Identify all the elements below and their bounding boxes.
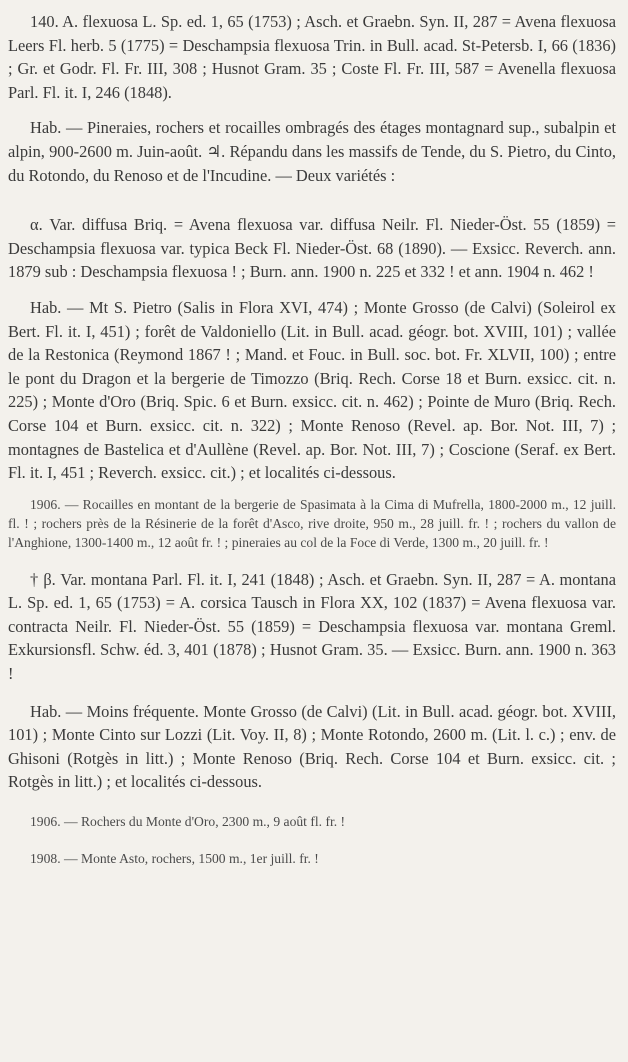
variety-beta-entry: † β. Var. montana Parl. Fl. it. I, 241 (1848) ; Asch. et Graebn. Syn. II, 287 = A. montana L. Sp. ed. 1, 65 (1753) = A. corsica Tausch in Flora XX, 102 (1837) = Avena flexuosa var. contracta Neilr. Fl. Nieder-Öst. 55 (1859) = Deschampsia flexuosa var. montana Greml. Exkursionsfl. Schw. éd. 3, 401 (1878) ; Husnot Gram. 35. — Exsicc. Burn. ann. 1900 n. 363 ! [8,569,616,684]
variety-alpha-habitat: Hab. — Mt S. Pietro (Salis in Flora XVI, 474) ; Monte Grosso (de Calvi) (Soleirol ex Bert. Fl. it. I, 451) ; forêt de Valdoniello (Lit. in Bull. acad. géogr. bot. XVIII, 101) ; vallée de la Restonica (Reymond 1867 ! ; Mand. et Fouc. in Bull. soc. bot. Fr. XLVII, 100) ; entre le pont du Dragon et la bergerie de Timozzo (Briq. Rech. Corse 18 et Burn. exsicc. cit. n. 225) ; Monte d'Oro (Briq. Spic. 6 et Burn. exsicc. cit. n. 462) ; Pointe de Muro (Briq. Rech. Corse 104 et Burn. exsicc. cit. n. 322) ; Monte Renoso (Revel. ap. Bor. Not. III, 7) ; montagnes de Bastelica et d'Aullène (Revel. ap. Bor. Not. III, 7) ; Coscione (Seraf. ex Bert. Fl. it. I, 451 ; Reverch. exsicc. cit.) ; et localités ci-dessous. [8,297,616,483]
species-habitat: Hab. — Pineraies, rochers et rocailles ombragés des étages montagnard sup., subalpin et alpin, 900-2600 m. Juin-août. ♃. Répandu dans les massifs de Tende, du S. Pietro, du Cinto, du Rotondo, du Renoso et de l'Incudine. — Deux variétés : [8,118,616,185]
variety-beta-record-2: 1908. — Monte Asto, rochers, 1500 m., 1er juill. fr. ! [30,851,319,867]
variety-alpha-entry: α. Var. diffusa Briq. = Avena flexuosa var. diffusa Neilr. Fl. Nieder-Öst. 55 (1859) = Deschampsia flexuosa var. typica Beck Fl. Nieder-Öst. 68 (1890). — Exsicc. Reverch. ann. 1879 sub : Deschampsia flexuosa ! ; Burn. ann. 1900 n. 225 et 332 ! et ann. 1904 n. 462 ! [8,215,616,282]
variety-beta-record-1: 1906. — Rochers du Monte d'Oro, 2300 m., 9 août fl. fr. ! [30,814,346,830]
variety-alpha-record: 1906. — Rocailles en montant de la bergerie de Spasimata à la Cima di Mufrella, 1800-2000 m., 12 juill. fl. ! ; rochers près de la Résinerie de la forêt d'Asco, rive droite, 950 m., 28 juill. fr. ! ; rochers du vallon de l'Anghione, 1300-1400 m., 12 août fr. ! ; pineraies au col de la Foce di Verde, 1300 m., 20 juill. fr. ! [8,496,616,550]
species-entry: 140. A. flexuosa L. Sp. ed. 1, 65 (1753) ; Asch. et Graebn. Syn. II, 287 = Avena flexuosa Leers Fl. herb. 5 (1775) = Deschampsia flexuosa Trin. in Bull. acad. St-Petersb. I, 66 (1836) ; Gr. et Godr. Fl. Fr. III, 308 ; Husnot Gram. 35 ; Coste Fl. Fr. III, 587 = Avenella flexuosa Parl. Fl. it. I, 246 (1848). [8,12,616,102]
variety-beta-habitat: Hab. — Moins fréquente. Monte Grosso (de Calvi) (Lit. in Bull. acad. géogr. bot. XVIII, 101) ; Monte Cinto sur Lozzi (Lit. Voy. II, 8) ; Monte Rotondo, 2600 m. (Lit. l. c.) ; env. de Ghisoni (Rotgès in litt.) ; Monte Renoso (Briq. Rech. Corse 104 et Burn. exsicc. cit. ; Rotgès in litt.) ; et localités ci-dessous. [8,701,616,792]
